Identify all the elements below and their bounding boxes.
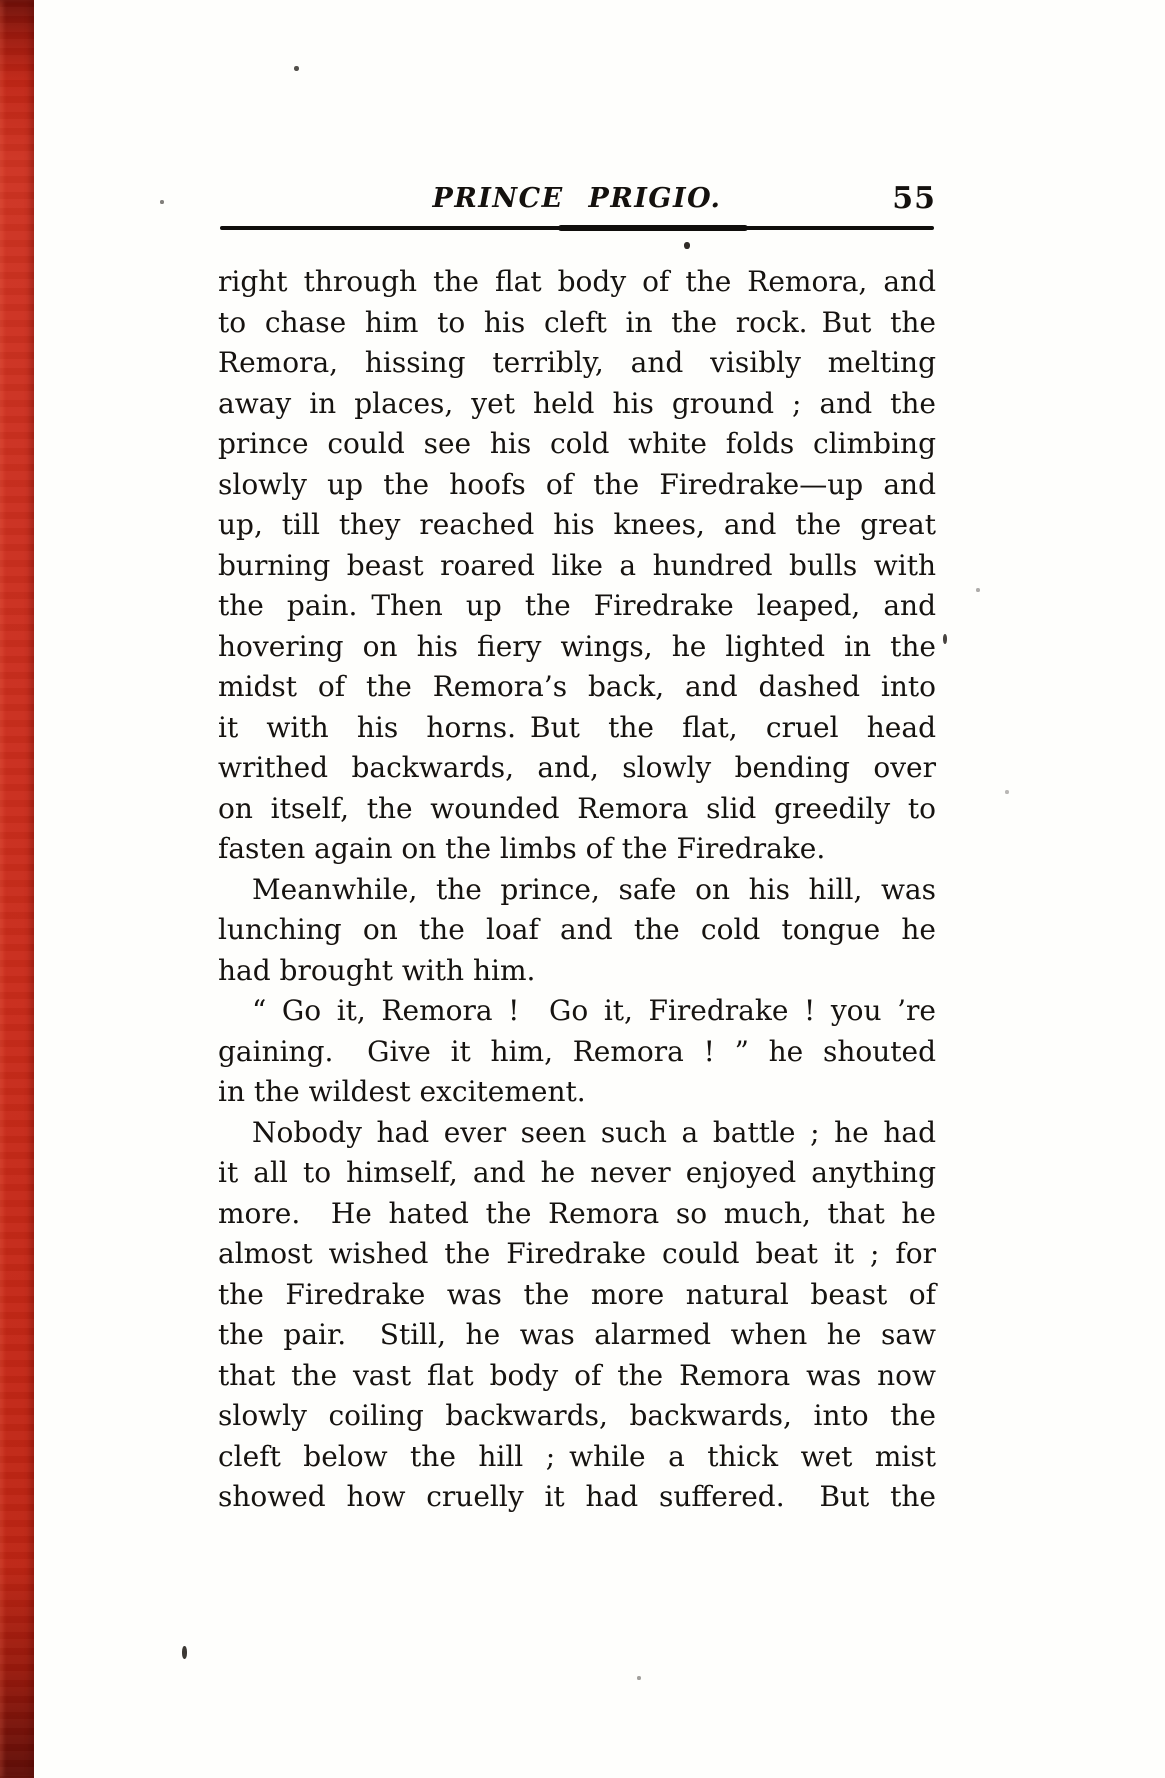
scan-speck — [637, 1676, 641, 1680]
text-line: cleft below the hill ; while a thick wet mist — [218, 1439, 936, 1473]
scan-speck — [943, 634, 947, 644]
scan-speck — [976, 588, 980, 592]
text-line: midst of the Remora’s back, and dashed into — [218, 670, 936, 703]
scan-speck — [684, 242, 690, 249]
page-content-column — [218, 0, 936, 1778]
scan-speck — [182, 1646, 187, 1659]
scan-speck — [1005, 790, 1009, 794]
text-line: fasten again on the limbs of the Firedrake. — [218, 832, 826, 865]
text-line: almost wished the Firedrake could beat it ; for — [218, 1237, 936, 1270]
scan-speck — [160, 200, 164, 204]
book-spine-edge — [0, 0, 34, 1778]
text-line: right through the flat body of the Remora, and — [218, 265, 936, 298]
text-line: up, till they reached his knees, and the great — [218, 508, 936, 541]
header-rule-thick-spot — [558, 225, 748, 231]
text-line: the pain. Then up the Firedrake leaped, and — [218, 589, 936, 622]
text-block — [218, 262, 936, 1518]
text-line: showed how cruelly it had suffered. But the — [218, 1480, 936, 1513]
text-line: it with his horns. But the flat, cruel head — [218, 710, 936, 744]
text-line: Remora, hissing terribly, and visibly melting — [218, 346, 936, 379]
running-header-title: PRINCE PRIGIO. — [432, 183, 722, 214]
page-number: 55 — [892, 181, 936, 216]
text-line: slowly up the hoofs of the Firedrake—up and — [218, 467, 936, 501]
text-line: Meanwhile, the prince, safe on his hill, was — [252, 872, 936, 906]
text-line: in the wildest excitement. — [218, 1075, 586, 1108]
text-line: the Firedrake was the more natural beast of — [218, 1277, 936, 1311]
text-line: hovering on his fiery wings, he lighted in the — [218, 629, 936, 663]
text-line: the pair. Still, he was alarmed when he saw — [218, 1318, 936, 1351]
spine-texture — [0, 0, 34, 1778]
text-line: it all to himself, and he never enjoyed anything — [218, 1156, 936, 1189]
scan-speck — [294, 66, 299, 71]
text-line: away in places, yet held his ground ; and the — [218, 386, 936, 420]
text-line: slowly coiling backwards, backwards, into the — [218, 1399, 936, 1432]
text-line: lunching on the loaf and the cold tongue he — [218, 913, 936, 946]
text-line: more. He hated the Remora so much, that he — [218, 1196, 936, 1230]
text-line: to chase him to his cleft in the rock. But the — [218, 305, 936, 339]
text-line: prince could see his cold white folds climbing — [218, 427, 936, 460]
text-line: had brought with him. — [218, 953, 536, 987]
text-line: gaining. Give it him, Remora ! ” he shouted — [218, 1034, 936, 1068]
text-line: writhed backwards, and, slowly bending over — [218, 751, 936, 784]
text-line: Nobody had ever seen such a battle ; he had — [252, 1115, 936, 1149]
text-line: burning beast roared like a hundred bulls with — [218, 548, 936, 582]
text-line: on itself, the wounded Remora slid greedily to — [218, 791, 936, 825]
text-line: that the vast flat body of the Remora was now — [218, 1358, 936, 1392]
text-line: “ Go it, Remora ! Go it, Firedrake ! you ’re — [252, 994, 936, 1027]
